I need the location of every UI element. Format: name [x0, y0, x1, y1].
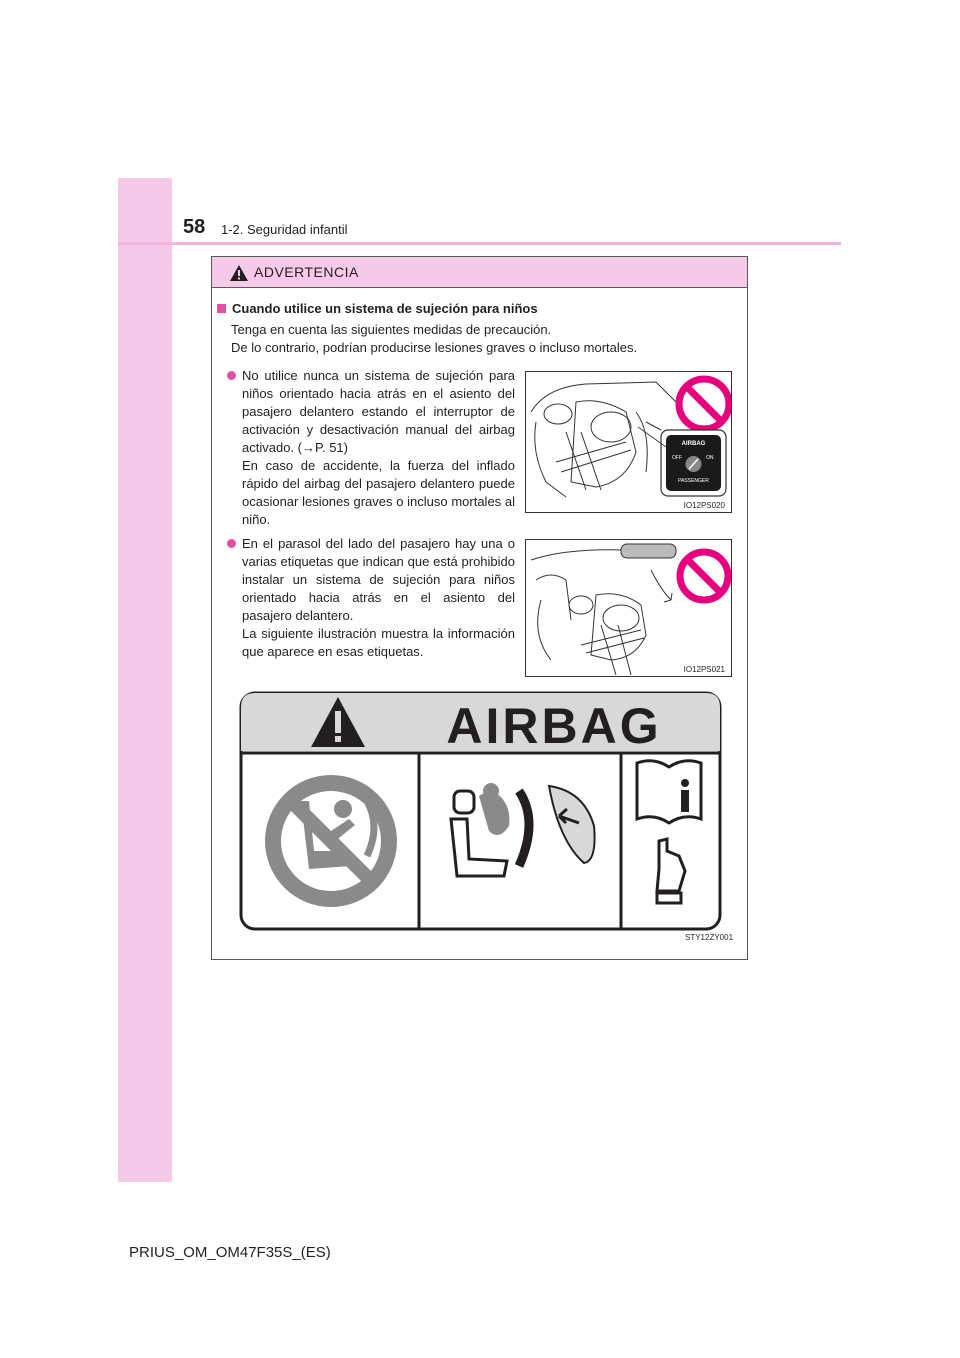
airbag-label-title: AIRBAG — [446, 698, 662, 754]
airbag-label-code: STY12ZY001 — [685, 933, 734, 942]
bullet-text: En caso de accidente, la fuerza del inflado rápido del airbag del pasajero delantero puede ocasionar lesiones graves o incluso mortales al niño. — [242, 458, 515, 527]
square-bullet-icon — [217, 304, 226, 313]
figure-code: IO12PS021 — [683, 665, 725, 674]
subheading-text: Cuando utilice un sistema de sujeción para niños — [232, 301, 538, 316]
figure-rear-facing-seat — [525, 371, 732, 513]
bullet-item — [227, 535, 515, 661]
car-interior-illustration — [526, 372, 732, 513]
bullet-text: No utilice nunca un sistema de sujeción para niños orientado hacia atrás en el asiento del pasajero delantero estando el interruptor de activación y desactivación manual del airbag activado. (→P. 51) — [242, 368, 515, 455]
sun-visor-illustration — [526, 540, 732, 677]
warning-title: ADVERTENCIA — [254, 264, 359, 280]
section-title: 1-2. Seguridad infantil — [221, 222, 348, 237]
bullet-text: En el parasol del lado del pasajero hay una o varias etiquetas que indican que está prohibido instalar un sistema de sujeción para niños orientado hacia atrás en el asiento del pasajero delantero. — [242, 536, 515, 623]
no-child-seat-icon — [265, 775, 397, 907]
document-code: PRIUS_OM_OM47F35S_(ES) — [129, 1244, 331, 1261]
bullet-item — [227, 367, 515, 529]
side-band — [118, 178, 172, 1182]
warning-intro — [231, 321, 741, 357]
warning-triangle-icon — [229, 264, 249, 282]
switch-on-text: ON — [706, 455, 714, 461]
airbag-warning-label — [239, 691, 722, 931]
warning-box — [211, 256, 748, 960]
intro-line: De lo contrario, podrían producirse lesiones graves o incluso mortales. — [231, 340, 638, 355]
warning-header — [212, 257, 747, 288]
page-number: 58 — [183, 216, 206, 238]
switch-passenger-text: PASSENGER — [678, 478, 709, 484]
intro-line: Tenga en cuenta las siguientes medidas de precaución. — [231, 322, 552, 337]
header-rule — [118, 242, 841, 245]
figure-code: IO12PS020 — [683, 501, 725, 510]
switch-off-text: OFF — [672, 455, 682, 461]
warning-subheading — [217, 301, 538, 316]
bullet-dot-icon — [227, 371, 236, 380]
switch-airbag-text: AIRBAG — [681, 441, 706, 447]
bullet-text: La siguiente ilustración muestra la información que aparece en esas etiquetas. — [242, 626, 515, 659]
bullet-dot-icon — [227, 539, 236, 548]
figure-sun-visor — [525, 539, 732, 677]
